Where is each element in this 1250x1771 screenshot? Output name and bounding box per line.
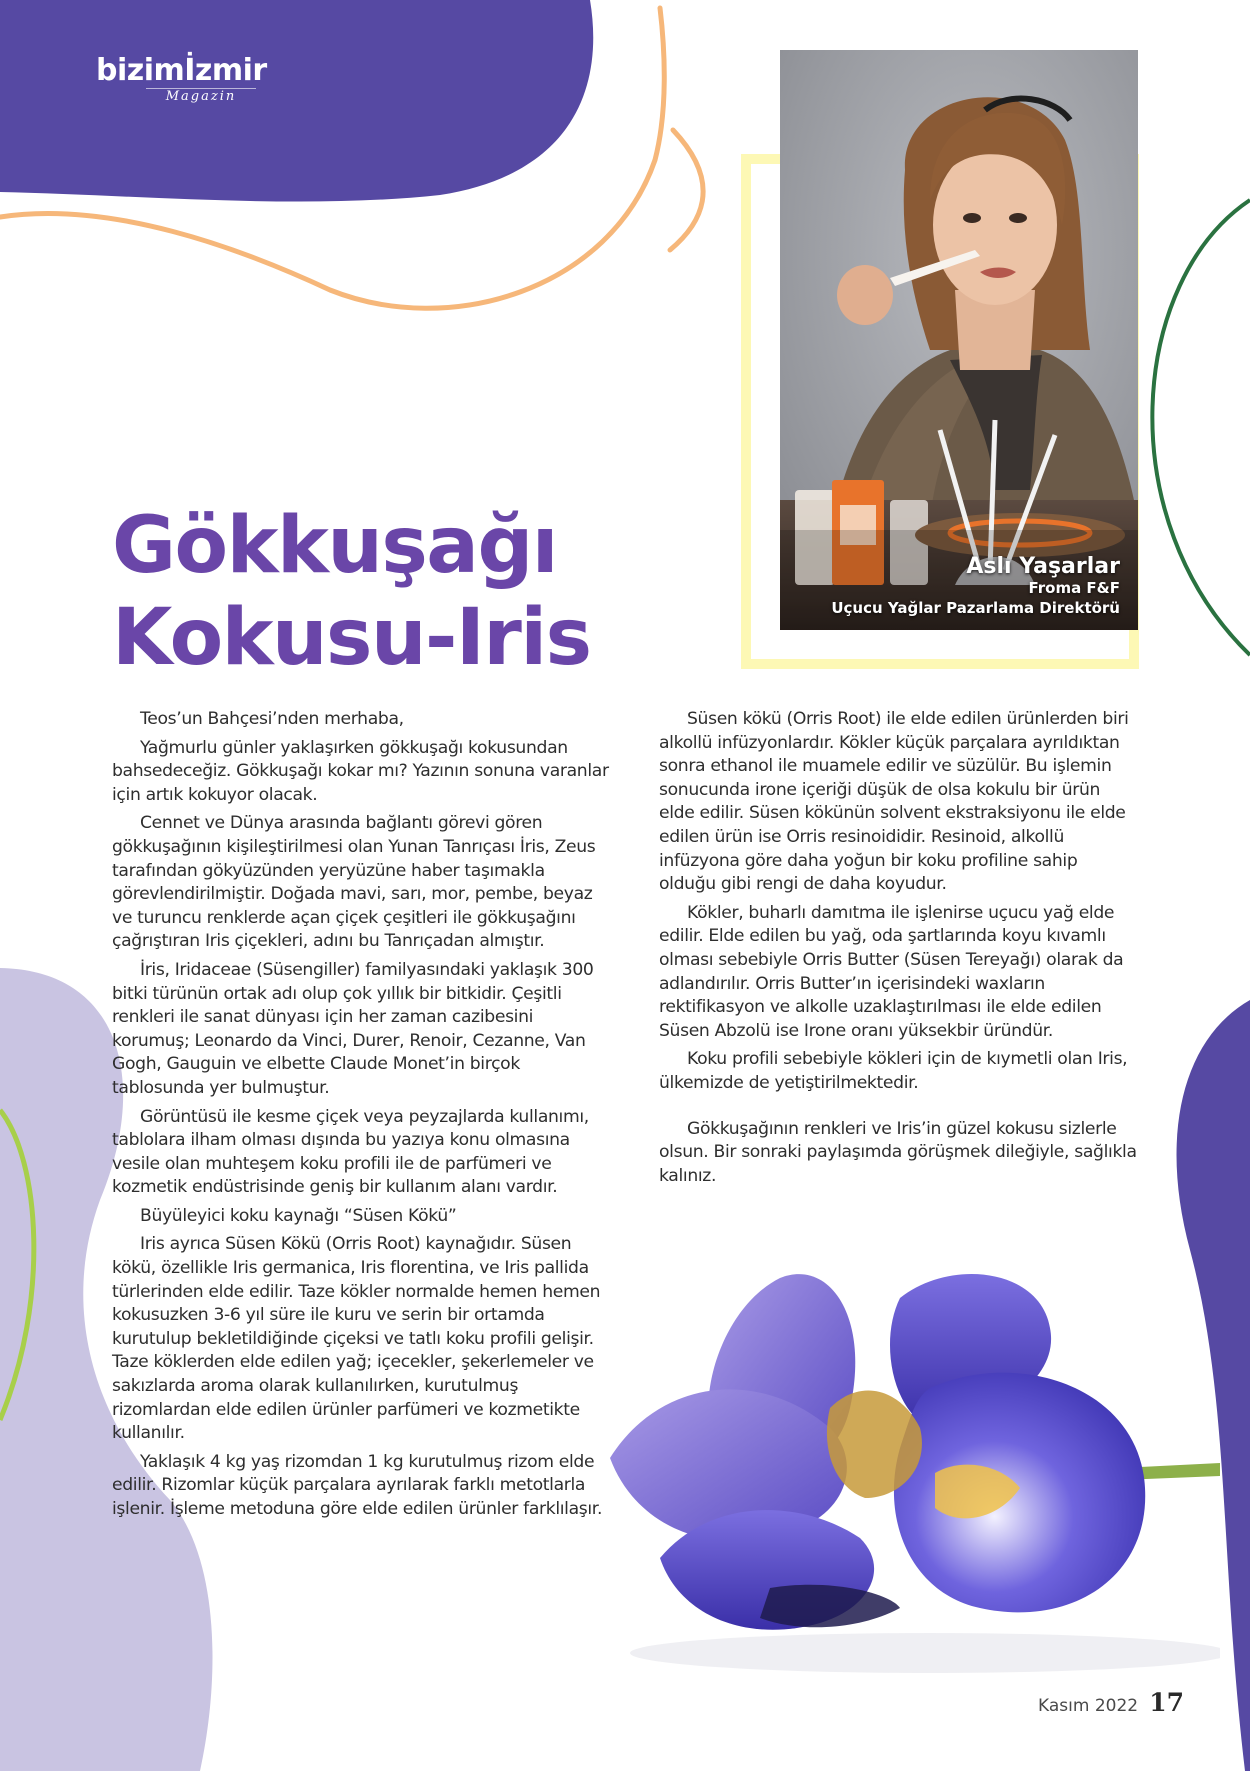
article-column-left	[112, 708, 612, 1527]
iris-flower-image	[600, 1258, 1220, 1678]
photo-caption	[831, 554, 1120, 618]
logo-subtitle: Magazin	[146, 88, 256, 104]
green-curve	[1152, 200, 1250, 655]
paragraph: Yaklaşık 4 kg yaş rizomdan 1 kg kurutulmuş rizom elde edilir. Rizomlar küçük parçalara ayrılarak farklı metotlarla işlenir. İşleme metoduna göre elde edilen ürünler farklılaşır.	[112, 1451, 603, 1519]
logo-text: bizimİzmir	[96, 53, 267, 88]
paragraph: Kökler, buharlı damıtma ile işlenirse uçucu yağ elde edilir. Elde edilen bu yağ, oda şartlarında koyu kıvamlı olması sebebiyle Orris Butter (Süsen Tereyağı) olarak da adlandırılır. Orris Butter’ın içerisindeki waxların rektifikasyon ve alkolle uzaklaştırılması ile elde edilen Süsen Abzolü ise Irone oranı yüksekbir üründür.	[659, 902, 1124, 1041]
magazine-logo	[96, 53, 286, 104]
purple-header-blob	[0, 0, 593, 202]
issue-date: Kasım 2022	[1038, 1696, 1139, 1716]
article-column-right	[659, 708, 1139, 1193]
paragraph: Cennet ve Dünya arasında bağlantı görevi gören gökkuşağının kişileştirilmesi olan Yunan Tanrıçası İris, Zeus tarafından gökyüzünden yeryüzüne haber taşımakla görevlendirilmiştir. Doğada mavi, sarı, mor, pembe, beyaz ve turuncu renklerde açan çiçek çeşitleri ile gökkuşağını çağrıştıran Iris çiçekleri, adını bu Tanrıçadan almıştır.	[112, 813, 596, 952]
title-line-1: Gökkuşağı	[112, 501, 558, 591]
title-line-2: Kokusu-Iris	[112, 593, 591, 683]
paragraph: İris, Iridaceae (Süsengiller) familyasındaki yaklaşık 300 bitki türünün ortak adı olup çok yıllık bir bitkidir. Çeşitli renkleri ile sanat dünyası için her zaman cazibesini korumuş; Leonardo da Vinci, Durer, Renoir, Cezanne, Van Gogh, Gauguin ve elbette Claude Monet’in birçok tablosunda yer bulmuştur.	[112, 959, 594, 1098]
caption-role: Uçucu Yağlar Pazarlama Direktörü	[831, 598, 1120, 617]
paragraph: Teos’un Bahçesi’nden merhaba,	[140, 709, 404, 729]
paragraph: Süsen kökü (Orris Root) ile elde edilen ürünlerden biri alkollü infüzyonlardır. Kökler küçük parçalara ayrıldıktan sonra ethanol ile muamele edilir ve süzülür. Bu işlemin sonucunda irone içeriği düşük de olsa kokulu bir ürün elde edilir. Süsen kökünün solvent ekstraksiyonu ile elde edilen ürün ise Orris resinoididir. Resinoid, alkollü infüzyona göre daha yoğun bir koku profiline sahip olduğu gibi rengi de daha koyudur.	[659, 709, 1129, 895]
portrait-photo	[780, 50, 1138, 630]
paragraph: Iris ayrıca Süsen Kökü (Orris Root) kaynağıdır. Süsen kökü, özellikle Iris germanica, Iris florentina, ve Iris pallida türlerinden elde edilir. Taze kökler normalde hemen hemen kokusuzken 3-6 yıl süre ile kuru ve serin bir ortamda kurutulup bekletildiğinde çiçeksi ve tatlı koku profili gelişir. Taze köklerden elde edilen yağ; içecekler, şekerlemeler ve sakızlarda aroma olarak kullanılırken, kurutulmuş rizomlardan elde edilen ürünler parfümeri ve kozmetikte kullanılır.	[112, 1234, 601, 1444]
caption-name: Aslı Yaşarlar	[966, 553, 1120, 579]
paragraph: Koku profili sebebiyle kökleri için de kıymetli olan Iris, ülkemizde de yetiştirilmektedir.	[659, 1049, 1128, 1093]
paragraph: Yağmurlu günler yaklaşırken gökkuşağı kokusundan bahsedeceğiz. Gökkuşağı kokar mı? Yazının sonuna varanlar için artık kokuyor olacak.	[112, 737, 609, 805]
orange-curve-small	[670, 130, 703, 250]
page-number: 17	[1149, 1688, 1184, 1717]
article-title	[112, 500, 752, 684]
page-footer	[1038, 1688, 1184, 1717]
subheading: Büyüleyici koku kaynağı “Süsen Kökü”	[140, 1205, 457, 1226]
caption-company: Froma F&F	[1028, 579, 1120, 597]
portrait-illustration	[780, 50, 1138, 630]
paragraph: Görüntüsü ile kesme çiçek veya peyzajlarda kullanımı, tablolara ilham olması dışında bu yazıya konu olmasına vesile olan muhteşem koku profili ile de parfümeri ve kozmetik endüstrisinde geniş bir kullanım alanı vardır.	[112, 1106, 589, 1198]
closing-paragraph: Gökkuşağının renkleri ve Iris’in güzel kokusu sizlerle olsun. Bir sonraki paylaşımda görüşmek dileğiyle, sağlıkla kalınız.	[659, 1118, 1137, 1186]
